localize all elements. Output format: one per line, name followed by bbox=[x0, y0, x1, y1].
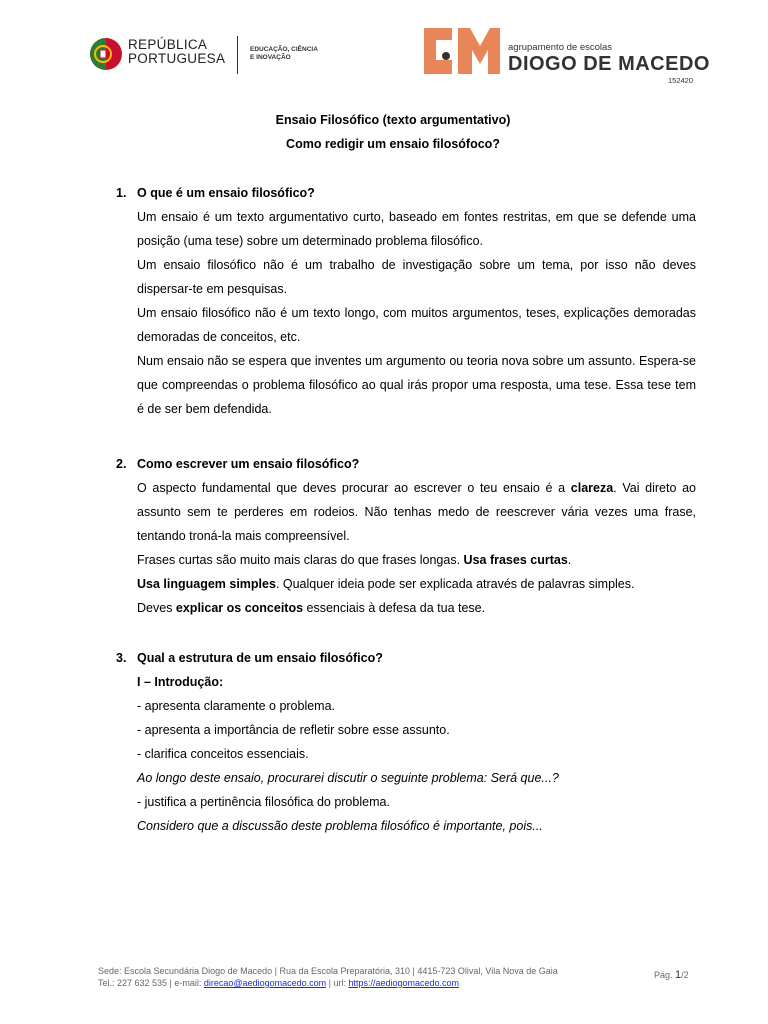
bold-text: explicar os conceitos bbox=[175, 601, 304, 615]
paragraph: Num ensaio não se espera que inventes um argumento ou teoria nova sobre um assunto. Espera-se que compreendas o problema filosófico ao qual irás propor uma resposta, uma tese. Essa tese tem é de ser bem defendida. bbox=[137, 354, 696, 416]
list-item: - justifica a pertinência filosófica do problema. bbox=[137, 795, 390, 809]
text-run: . Qualquer ideia pode ser explicada através de palavras simples. bbox=[275, 577, 635, 591]
text-run: . bbox=[567, 553, 572, 567]
school-logo-icon bbox=[424, 26, 500, 76]
page-number bbox=[654, 969, 689, 981]
section-number: 3. bbox=[116, 651, 127, 665]
list-item: - apresenta a importância de refletir sobre esse assunto. bbox=[137, 723, 450, 737]
school-prefix: agrupamento de escolas bbox=[508, 42, 613, 53]
republica-portuguesa-logo-text bbox=[128, 38, 225, 66]
school-code: 152420 bbox=[668, 76, 694, 85]
list-item: - apresenta claramente o problema. bbox=[137, 699, 336, 713]
header-divider bbox=[237, 36, 238, 74]
paragraph bbox=[137, 476, 696, 548]
section-heading: Como escrever um ensaio filosófico? bbox=[137, 457, 360, 471]
section-2 bbox=[112, 452, 696, 620]
school-name: DIOGO DE MACEDO bbox=[508, 53, 710, 75]
footer-address: Sede: Escola Secundária Diogo de Macedo | Rua da Escola Preparatória, 310 | 4415-723 Olival, Vila Nova de Gaia bbox=[98, 966, 558, 976]
example-sentence: Considero que a discussão deste problema filosófico é importante, pois... bbox=[137, 819, 543, 833]
footer-contacts bbox=[98, 977, 558, 989]
section-heading: Qual a estrutura de um ensaio filosófico? bbox=[137, 651, 383, 665]
paragraph: Um ensaio é um texto argumentativo curto, baseado em fontes restritas, em que se defende uma posição (uma tese) sobre um determinado problema filosófico. bbox=[137, 210, 696, 248]
ministry-line1: EDUCAÇÃO, CIÊNCIA bbox=[250, 46, 318, 53]
text-run: essenciais à defesa da tua tese. bbox=[303, 601, 486, 615]
page-total: /2 bbox=[681, 970, 689, 980]
text-run: . Vai direto ao assunto sem te perderes em rodeios. Não tenhas medo de reescrever vária vezes uma frase, tentando troná-la mais compreensível. bbox=[137, 481, 697, 543]
document-subtitle: Como redigir um ensaio filosófoco? bbox=[286, 137, 500, 151]
email-link[interactable]: direcao@aediogomacedo.com bbox=[203, 978, 327, 988]
bold-text: clareza bbox=[570, 481, 614, 495]
bold-text: Usa linguagem simples bbox=[137, 577, 276, 591]
section-3 bbox=[112, 646, 696, 838]
section-number: 1. bbox=[116, 186, 127, 200]
paragraph bbox=[137, 548, 696, 572]
example-sentence: Ao longo deste ensaio, procurarei discutir o seguinte problema: Será que...? bbox=[137, 771, 559, 785]
footer-url-label: | url: bbox=[326, 978, 349, 988]
paragraph: Um ensaio filosófico não é um trabalho de investigação sobre um tema, por isso não deves dispersar-te em pesquisas. bbox=[137, 258, 696, 296]
portuguesa-text: PORTUGUESA bbox=[128, 51, 226, 66]
section-number: 2. bbox=[116, 457, 127, 471]
section-1 bbox=[112, 181, 696, 421]
section-heading: O que é um ensaio filosófico? bbox=[137, 186, 315, 200]
paragraph: Um ensaio filosófico não é um texto longo, com muitos argumentos, teses, explicações demoradas demoradas de conceitos, etc. bbox=[137, 306, 696, 344]
republica-text: REPÚBLICA bbox=[128, 37, 208, 52]
page-current: 1 bbox=[675, 969, 682, 981]
ministry-name bbox=[250, 46, 318, 62]
text-run: O aspecto fundamental que deves procurar ao escrever o teu ensaio é a bbox=[137, 481, 571, 495]
text-run: Deves bbox=[137, 601, 176, 615]
portuguese-coat-of-arms-icon bbox=[88, 36, 124, 72]
page-footer bbox=[98, 965, 558, 989]
website-link[interactable]: https://aediogomacedo.com bbox=[348, 978, 460, 988]
list-item: - clarifica conceitos essenciais. bbox=[137, 747, 309, 761]
page-label: Pág. bbox=[654, 970, 676, 980]
text-run: Frases curtas são muito mais claras do que frases longas. bbox=[137, 553, 464, 567]
page-header bbox=[0, 26, 768, 90]
paragraph bbox=[137, 596, 696, 620]
footer-phone: Tel.: 227 632 535 | e-mail: bbox=[98, 978, 204, 988]
subsection-heading: I – Introdução: bbox=[137, 675, 224, 689]
paragraph bbox=[137, 572, 696, 596]
ministry-line2: E INOVAÇÃO bbox=[250, 54, 291, 61]
bold-text: Usa frases curtas bbox=[463, 553, 568, 567]
document-title: Ensaio Filosófico (texto argumentativo) bbox=[275, 113, 511, 127]
